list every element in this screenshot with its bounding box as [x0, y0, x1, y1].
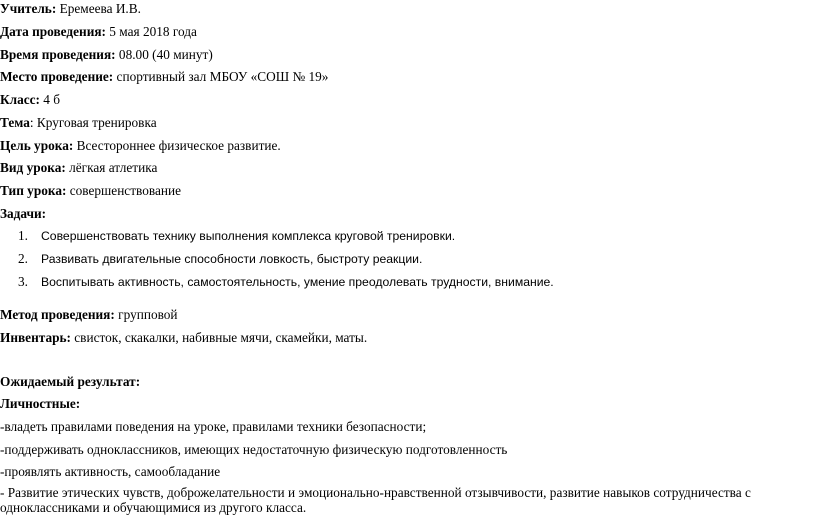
class-label: Класс: — [0, 92, 40, 107]
place-line — [0, 69, 328, 85]
class-value: 4 б — [39, 92, 61, 107]
goal-line — [0, 138, 281, 154]
result-item: -владеть правилами поведения на уроке, правилами техники безопасности; — [0, 419, 427, 434]
task-item: Развивать двигательные способности ловкость, быстроту реакции. — [41, 252, 423, 266]
task-item: Совершенствовать технику выполнения комплекса круговой тренировки. — [41, 229, 456, 243]
topic-value: : Круговая тренировка — [29, 115, 157, 130]
equipment-value: свисток, скакалки, набивные мячи, скамейки, маты. — [70, 330, 368, 345]
task-number: 2. — [18, 251, 28, 266]
result-item: -проявлять активность, самообладание — [0, 464, 221, 479]
topic-line — [0, 115, 157, 131]
goal-value: Всестороннее физическое развитие. — [73, 138, 281, 153]
place-label: Место проведение: — [0, 69, 114, 84]
date-label: Дата проведения: — [0, 24, 106, 39]
lesson-kind-line — [0, 160, 157, 176]
task-item: Воспитывать активность, самостоятельность, умение преодолевать трудности, внимание. — [41, 275, 554, 289]
place-value: спортивный зал МБОУ «СОШ № 19» — [113, 69, 329, 84]
result-item: - Развитие этических чувств, доброжелательности и эмоционально-нравственной отзывчивости, развитие навыков сотрудничества с одноклассниками и обучающимися из другого класса. — [0, 485, 751, 515]
teacher-line — [0, 1, 141, 17]
lesson-kind-label: Вид урока: — [0, 160, 66, 175]
method-value: групповой — [114, 307, 178, 322]
lesson-type-label: Тип урока: — [0, 183, 67, 198]
task-number: 3. — [18, 274, 28, 289]
goal-label: Цель урока: — [0, 138, 74, 153]
lesson-kind-value: лёгкая атлетика — [65, 160, 158, 175]
tasks-label: Задачи: — [0, 206, 47, 221]
equipment-label: Инвентарь: — [0, 330, 71, 345]
lesson-type-value: совершенствование — [66, 183, 181, 198]
class-line — [0, 92, 60, 108]
result-heading — [0, 374, 140, 390]
teacher-label: Учитель: — [0, 1, 57, 16]
time-label: Время проведения: — [0, 47, 116, 62]
task-number: 1. — [18, 228, 28, 243]
date-line — [0, 24, 197, 40]
lesson-type-line — [0, 183, 181, 199]
time-line — [0, 47, 213, 63]
tasks-heading — [0, 206, 46, 222]
result-item: -поддерживать одноклассников, имеющих недостаточную физическую подготовленность — [0, 442, 508, 457]
personal-heading — [0, 396, 80, 412]
topic-label: Тема — [0, 115, 30, 130]
teacher-value: Еремеева И.В. — [56, 1, 141, 16]
date-value: 5 мая 2018 года — [105, 24, 197, 39]
equipment-line — [0, 330, 367, 346]
method-label: Метод проведения: — [0, 307, 115, 322]
result-label: Ожидаемый результат: — [0, 374, 141, 389]
personal-label: Личностные: — [0, 396, 81, 411]
time-value: 08.00 (40 минут) — [115, 47, 213, 62]
method-line — [0, 307, 178, 323]
